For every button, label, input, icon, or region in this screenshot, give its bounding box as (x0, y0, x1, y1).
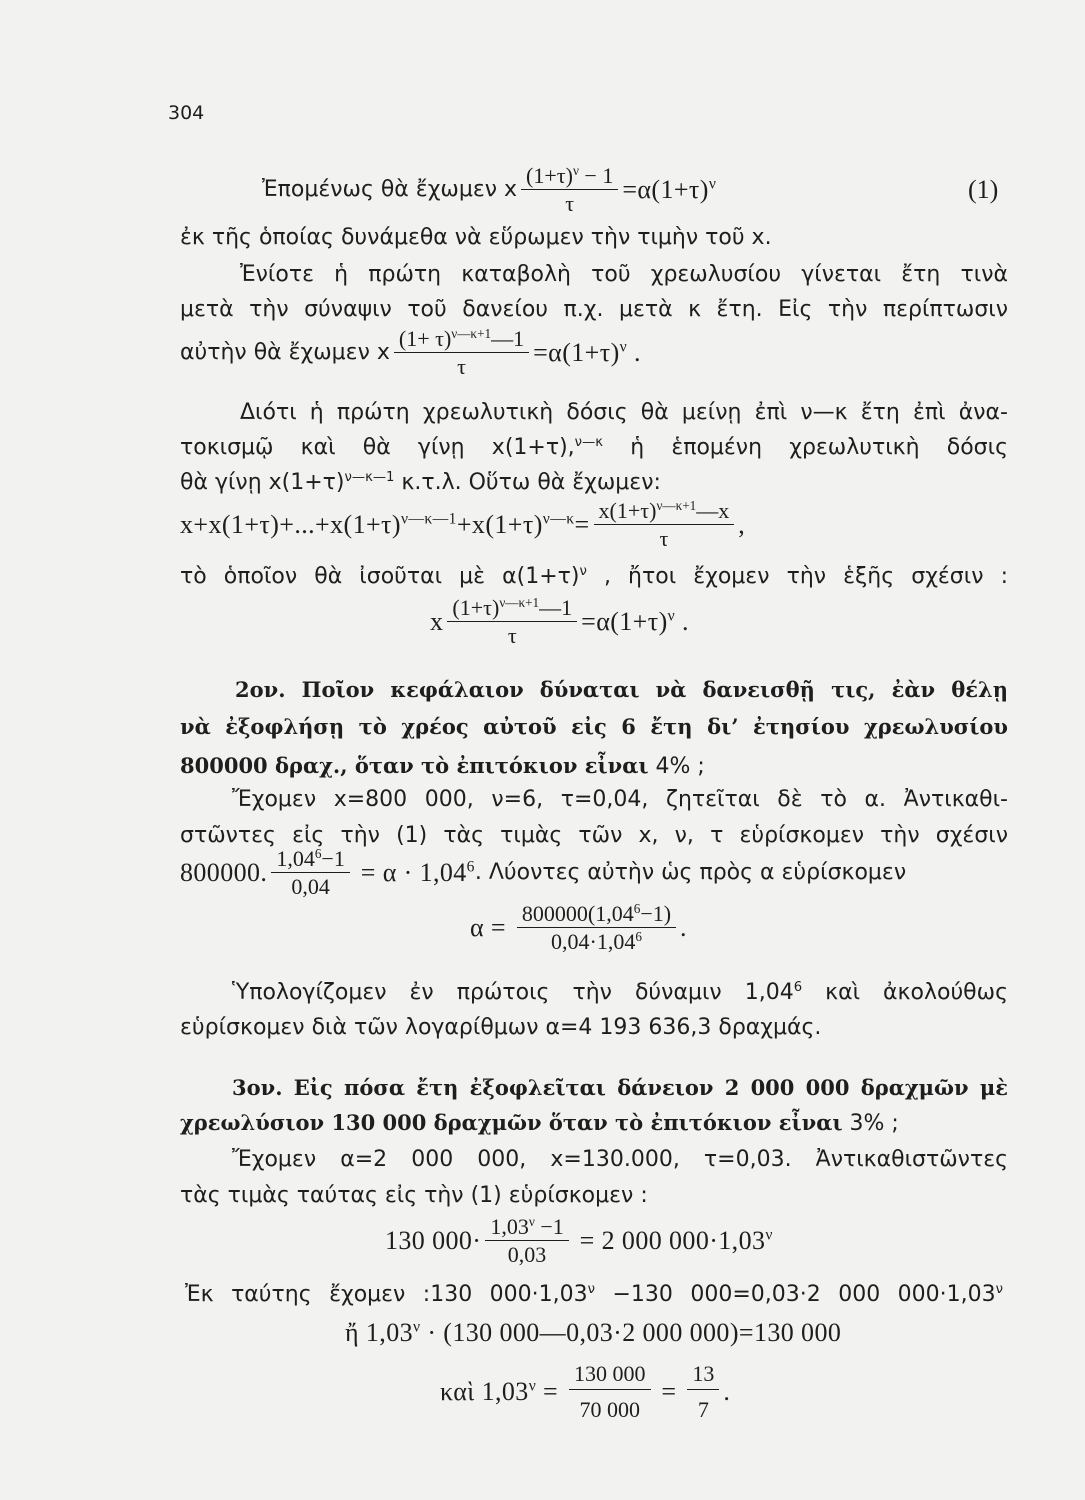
text-line: τὰς τιμὰς ταύτας εἰς τὴν (1) εὑρίσκομεν : (180, 1183, 648, 1208)
exponent: ν—κ (574, 435, 603, 451)
exponent: 6 (793, 980, 803, 996)
math-term (354, 858, 475, 888)
text-segment: . Λύοντες αὐτὴν ὡς πρὸς α εὑρίσκομεν (474, 860, 907, 885)
math-term: —1 (539, 595, 573, 620)
heading-text: Ποῖον κεφάλαιον δύναται νὰ δανεισθῇ τις, ἐὰν θέλῃ (285, 677, 1008, 702)
exponent: ν (765, 1226, 773, 1244)
exponent: 6 (466, 858, 475, 876)
fraction-denominator: 0,03 (507, 1242, 547, 1267)
text-segment: Ἐκ ταύτης ἔχομεν :130 000·1,03 (185, 1282, 588, 1307)
fraction-numerator (517, 902, 676, 928)
fraction (394, 327, 529, 379)
fraction (447, 596, 577, 648)
exponent: ν (528, 1377, 537, 1395)
math-term: = (536, 1377, 566, 1406)
text-line: Ἔχομεν α=2 000 000, x=130.000, τ=0,03. Ἀντικαθιστῶντες (232, 1147, 1008, 1172)
math-term: =α(1+τ) (533, 338, 620, 367)
fraction-numerator (271, 847, 350, 873)
text-line (180, 468, 1008, 498)
text-line: Ἐνίοτε ἡ πρώτη καταβολὴ τοῦ χρεωλυσίου γίνεται ἔτη τινὰ (240, 262, 1008, 287)
exponent: ν—κ+1 (656, 498, 697, 514)
fraction-numerator (394, 327, 529, 353)
interest-rate: 3% ; (842, 1111, 899, 1136)
math-term: x+x(1+τ)+...+x(1+τ) (180, 510, 401, 539)
math-term: 130 000· (385, 1226, 482, 1255)
math-term: . (627, 338, 641, 367)
text-line: ἐκ τῆς ὁποίας δυνάμεθα νὰ εὕρωμεν τὴν τιμὴν τοῦ x. (180, 225, 772, 250)
exponent: ν (995, 1282, 1003, 1298)
equation-2-line (180, 323, 641, 383)
text-line: εὑρίσκομεν διὰ τῶν λογαρίθμων α=4 193 636,3 δραχμάς. (180, 1015, 822, 1040)
fraction (687, 1360, 719, 1424)
math-term: −1 (321, 846, 345, 871)
problem-heading: νὰ ἐξοφλήσῃ τὸ χρέος αὐτοῦ εἰς 6 ἔτη δι’ ἐτησίου χρεωλυσίου (180, 714, 1008, 739)
equation-line (440, 1362, 730, 1422)
exponent: ν (587, 1282, 595, 1298)
text-line (180, 433, 1008, 463)
math-term: . (675, 607, 689, 636)
fraction-denominator (551, 928, 642, 954)
interest-rate: 4% ; (648, 754, 705, 779)
text-segment: Ἐπομένως θὰ ἔχωμεν x (262, 177, 518, 202)
exponent: 6 (635, 929, 642, 945)
math-term: +x(1+τ) (456, 510, 543, 539)
fraction-numerator (521, 164, 618, 190)
math-term: x(1+τ) (598, 498, 657, 523)
text-segment: ἡ ἑπομένη χρεωλυτικὴ δόσις (603, 435, 1008, 460)
math-term: (1+τ) (526, 163, 573, 188)
exponent: ν (579, 564, 587, 580)
text-line (232, 978, 1008, 1008)
problem-heading (180, 751, 1008, 782)
exponent: ν (572, 163, 579, 179)
text-segment: τὸ ὁποῖον θὰ ἰσοῦται μὲ α(1+τ) (180, 564, 580, 589)
math-term: (1+ τ) (398, 326, 452, 351)
math-term: 800000(1,04 (521, 901, 634, 926)
heading-text: 800000 δραχ., ὅταν τὸ ἐπιτόκιον εἶναι (180, 753, 649, 778)
equation-line (470, 898, 687, 958)
math-term (622, 175, 716, 205)
math-term: · (130 000—0,03·2 000 000)=130 000 (420, 1318, 842, 1347)
text-segment: Ὑπολογίζομεν ἐν πρώτοις τὴν δύναμιν 1,04 (232, 980, 794, 1005)
math-term: −1 (534, 1214, 564, 1239)
text-line: Διότι ἡ πρώτη χρεωλυτικὴ δόσις θὰ μείνῃ ἐπὶ ν—κ ἔτη ἐπὶ ἀνα- (240, 400, 1008, 425)
fraction-numerator (485, 1215, 568, 1241)
fraction-denominator: τ (659, 526, 669, 551)
exponent: 6 (633, 901, 641, 917)
text-segment: −130 000=0,03·2 000 000·1,03 (595, 1282, 996, 1307)
heading-text: χρεωλύσιον 130 000 δραχμῶν ὅταν τὸ ἐπιτόκιον εἶναι (180, 1110, 843, 1135)
fraction-numerator (447, 596, 577, 622)
exponent: 6 (314, 846, 322, 862)
math-term: − 1 (578, 163, 614, 188)
fraction-denominator: τ (507, 623, 517, 648)
math-term: x (430, 607, 444, 636)
equation-line (180, 843, 906, 903)
math-term: −1) (640, 901, 672, 926)
math-term (533, 338, 641, 368)
math-term: = 2 000 000·1,03 (572, 1226, 766, 1255)
math-term: . (723, 1377, 731, 1406)
text-line: στῶντες εἰς τὴν (1) τὰς τιμὰς τῶν x, ν, τ εὑρίσκομεν τὴν σχέσιν (180, 823, 1008, 848)
math-term: (1+τ) (452, 595, 500, 620)
exponent: ν—κ+1 (451, 326, 492, 342)
exponent: ν—κ (542, 510, 575, 528)
exponent: ν—κ+1 (499, 595, 540, 611)
equation-line (385, 1211, 773, 1271)
exponent: ν (708, 175, 717, 193)
fraction-numerator (594, 499, 735, 525)
equation-number: (1) (968, 175, 999, 204)
math-term: 0,04·1,04 (551, 929, 636, 954)
math-term: = (574, 510, 590, 539)
fraction (485, 1215, 568, 1267)
fraction (521, 164, 618, 216)
text-line (180, 562, 1008, 592)
text-segment: θὰ γίνῃ x(1+τ) (180, 470, 345, 495)
fraction-denominator: τ (457, 354, 466, 379)
math-term: ἤ 1,03 (345, 1318, 413, 1347)
exponent: ν (528, 1214, 535, 1230)
text-segment: κ.τ.λ. Οὕτω θὰ ἔχωμεν: (394, 470, 661, 495)
fraction (594, 499, 735, 551)
math-term: =α(1+τ) (581, 607, 668, 636)
fraction-denominator: 7 (697, 1397, 709, 1422)
exponent: ν—κ—1 (400, 510, 457, 528)
math-term: =α(1+τ) (622, 175, 709, 204)
problem-heading (180, 1108, 1008, 1139)
text-segment: αὐτὴν θὰ ἔχωμεν x (180, 340, 390, 365)
problem-number: 3ον. (232, 1075, 283, 1100)
exponent: ν (413, 1318, 421, 1336)
math-term: = α · 1,04 (353, 858, 467, 887)
math-term: , (738, 510, 746, 539)
equation-3-line (430, 592, 689, 652)
problem-heading (235, 675, 1008, 705)
equation-line (345, 1318, 1005, 1348)
exponent: ν (619, 338, 628, 356)
math-term: = (654, 1377, 684, 1406)
fraction (271, 847, 350, 899)
text-segment: τοκισμῷ καὶ θὰ γίνῃ x(1+τ), (180, 435, 575, 460)
exponent: ν (667, 607, 676, 625)
math-term: 1,03 (490, 1214, 529, 1239)
math-term (581, 607, 689, 637)
sum-equation-line (180, 495, 745, 555)
math-term: 1,04 (276, 846, 315, 871)
math-term: καὶ 1,03 (440, 1377, 529, 1406)
fraction-denominator: τ (565, 191, 575, 216)
fraction (517, 902, 676, 954)
text-line: μετὰ τὴν σύναψιν τοῦ δανείου π.χ. μετὰ κ ἔτη. Εἰς τὴν περίπτωσιν (180, 297, 1008, 322)
math-term: . (680, 913, 687, 942)
math-term: —x (696, 498, 730, 523)
equation-1-line (262, 160, 716, 220)
fraction-denominator: 70 000 (579, 1397, 641, 1422)
text-segment: , ἤτοι ἔχομεν τὴν ἑξῆς σχέσιν : (586, 564, 1008, 589)
text-segment: καὶ ἀκολούθως (802, 980, 1008, 1005)
fraction-numerator: 13 (687, 1360, 719, 1390)
heading-text: Εἰς πόσα ἔτη ἐξοφλεῖται δάνειον 2 000 000 δραχμῶν μὲ (282, 1075, 1008, 1100)
fraction-denominator: 0,04 (291, 874, 330, 899)
text-line: Ἔχομεν x=800 000, ν=6, τ=0,04, ζητεῖται δὲ τὸ α. Ἀντικαθι- (232, 787, 1008, 812)
text-line (185, 1280, 1003, 1310)
exponent: ν—κ—1 (344, 470, 395, 486)
fraction (569, 1360, 651, 1424)
math-term: α = (470, 913, 513, 942)
math-term (440, 1377, 565, 1407)
math-term (180, 510, 590, 540)
problem-number: 2ον. (235, 677, 286, 702)
math-term: —1 (491, 326, 525, 351)
fraction-numerator: 130 000 (569, 1360, 651, 1390)
page-number: 304 (168, 102, 205, 124)
problem-heading (232, 1073, 1008, 1103)
math-term (573, 1226, 773, 1256)
math-term: 800000. (180, 858, 268, 887)
